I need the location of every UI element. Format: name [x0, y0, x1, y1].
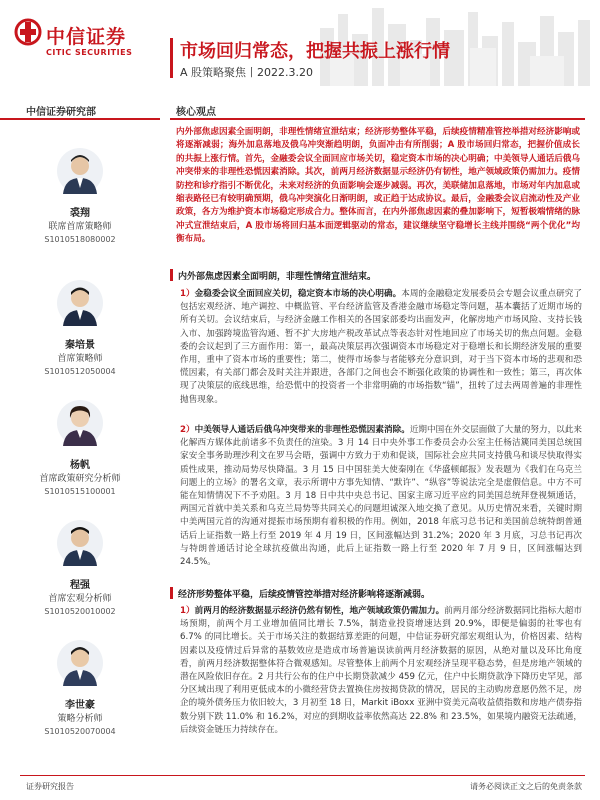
analyst-card	[0, 148, 160, 244]
analyst-license-id: S1010518080002	[44, 235, 116, 244]
analyst-card	[0, 520, 160, 616]
analyst-card	[0, 280, 160, 376]
footer-disclaimer: 请务必阅读正文之后的免责条款	[470, 782, 582, 791]
section-marker	[170, 587, 173, 599]
body-paragraph	[180, 424, 582, 569]
key-points-heading-text: 核心观点	[176, 107, 216, 118]
analyst-photo	[57, 280, 103, 326]
report-subtitle: A 股策略聚焦丨2022.3.20	[180, 66, 314, 79]
paragraph-lead: 金稳委会议全面回应关切，稳定资本市场的决心明确。	[194, 289, 402, 299]
analyst-license-id: S1010520070004	[44, 727, 116, 736]
title-accent-bar	[170, 38, 173, 78]
analyst-name: 杨帆	[70, 460, 90, 471]
citic-logo-icon	[14, 18, 42, 58]
paragraph-text: 前两月部分经济数据同比指标大超市场预期，前两个月工业增加值同比增长 7.5%，制造业投资增速达到 20.9%，即便是偏弱的社零也有 6.7% 的同比增长。关于市场关注的数据结算差距的问题，中信证券研究部宏观组认为，价格因素、结构因素以及疫情过后异常的基数效应是造成市场普遍误读前两月经济数据的原因，从绝对量以及环比角度看，前两月经济数据整体符合微观感知。尽管整体上前两个月宏观经济呈现平稳态势，但是房地产领域的潜在风险依旧存在。2 月共行公布的住户中长期贷款减少 459 亿元，住户中长期贷款净下降历史罕见，部分区域出现了利用更低成本的小微经营贷去置换住房按揭贷款的情况，居民的主动购房意愿仍然不足，房企的境外债务压力依旧较大，3 月初至 18 日，Markit iBoxx 亚洲中资美元高收益债指数和房地产债券指数分别下跌 11.0% 和 16.2%，对应的到期收益率依然高达 22.8% 和 23.5%，如果境内融资无法疏通，后续资金链压力持续存在。	[180, 606, 582, 735]
analyst-role: 策略分析师	[57, 714, 103, 724]
analyst-name: 秦培景	[65, 340, 95, 351]
analyst-card	[0, 640, 160, 736]
section-heading-text: 内外部焦虑因素全面明朗，非理性情绪宣泄结束。	[178, 272, 377, 282]
paragraph-number: 2）	[180, 425, 195, 435]
report-header	[0, 0, 600, 86]
analyst-photo	[57, 520, 103, 566]
section-heading	[170, 585, 585, 601]
section-marker	[170, 269, 173, 281]
citic-logo	[14, 18, 164, 78]
analyst-name: 裘翔	[70, 208, 90, 219]
sidebar-heading-text: 中信证券研究部	[26, 107, 96, 118]
report-title: 市场回归常态，把握共振上涨行情	[180, 41, 450, 62]
analyst-name: 李世豪	[65, 700, 95, 711]
footer-report-type: 证券研究报告	[26, 782, 74, 791]
sidebar-heading	[0, 100, 160, 120]
analyst-license-id: S1010512050004	[44, 367, 116, 376]
logo-text-cn: 中信证券	[46, 26, 127, 48]
paragraph-number: 1）	[180, 289, 195, 299]
main-content	[170, 100, 585, 770]
analyst-license-id: S1010515100001	[44, 487, 116, 496]
paragraph-lead: 前两月的经济数据显示经济仍然有韧性，地产领域政策仍需加力。	[194, 606, 445, 616]
analyst-role: 首席宏观分析师	[48, 594, 112, 604]
analyst-sidebar	[0, 100, 160, 770]
section-heading-text: 经济形势整体平稳，后续疫情管控举措对经济影响将逐渐减弱。	[178, 590, 431, 600]
analyst-role: 首席策略师	[57, 354, 103, 364]
analyst-role: 联席首席策略师	[48, 222, 112, 232]
body-paragraph	[180, 605, 582, 737]
analyst-card	[0, 400, 160, 496]
key-points-summary: 内外部焦虑因素全面明朗，非理性情绪宣泄结束；经济形势整体平稳，后续疫情精准管控举措对经济影响或将逐渐减弱；海外加息落地及俄乌冲突渐趋明朗，负面冲击有所削弱；A 股市场回归常态，把握价值成长的共振上涨行情。首先，金融委会议全面回应市场关切，稳定资本市场的决心明确；中美领导人通话后俄乌冲突带来的非理性恐慌因素消除。其次，前两月经济数据显示经济仍有韧性，地产领域政策仍需加力。疫情防控和诊疗指引不断优化，未来对经济的负面影响会逐步减弱。再次，美联储加息落地，市场对年内加息或缩表路径已有较明确预期，俄乌冲突演化日渐明朗，或正趋于达成协议。最后，金融委会议启流动性及产业政策，各方为维护资本市场稳定形成合力。整体而言，在内外部焦虑因素的叠加影响下，短暂极端情绪的脉冲式宣泄结束后，A 股市场将回归基本面逻辑驱动的常态，建议继续坚守稳增长主线并围绕“两个优化”均衡布局。	[176, 127, 580, 245]
analyst-name: 程强	[70, 580, 90, 591]
analyst-photo	[57, 400, 103, 446]
footer-divider	[20, 775, 585, 776]
section-heading	[170, 267, 585, 283]
analyst-license-id: S1010520010002	[44, 607, 116, 616]
paragraph-text: 近期中国在外交层面做了大量的努力，以此来化解西方媒体此前诸多不负责任的渲染。3 月 14 日中央外事工作委员会办公室主任杨洁篪同美国总统国家安全事务助理沙利文在罗马会晤，强调中方致力于劝和促谈，国际社会应共同支持俄乌和谈尽快取得实质性成果，推动局势尽快降温。3 月 15 日中国驻美大使秦刚在《华盛顿邮报》发表题为《我们在乌克兰问题上的立场》的署名文章，表示所谓中方事先知情、“默许”、“纵容”等说法完全是虚假信息。中方不可能在知情情况下不予劝阻。3 月 18 日中共中央总书记、国家主席习近平应约同美国总统拜登视频通话，两国元首就中美关系和乌克兰局势等共同关心的问题坦诚深入地交换了意见。从历史情况来看，关键时期中美两国元首的沟通对提振市场预期有着积极的作用。例如，2018 年底习总书记和美国前总统特朗普通话后上证指数一路上行至 2019 年 4 月 19 日，区间涨幅达到 31.2%；2020 年 3 月底，习总书记再次与特朗普通话讨论全球抗疫做出沟通，此后上证指数一路上行至 2020 年 7 月 9 日，区间涨幅达到 24.5%。	[180, 425, 582, 568]
analyst-role: 首席政策研究分析师	[39, 474, 121, 484]
analyst-photo	[57, 148, 103, 194]
paragraph-lead: 中美领导人通话后俄乌冲突带来的非理性恐慌因素消除。	[194, 425, 410, 435]
analyst-photo	[57, 640, 103, 686]
logo-text-en: CITIC SECURITIES	[46, 48, 133, 57]
key-points-heading	[170, 100, 585, 120]
paragraph-text: 本周的金融稳定发展委员会专题会议重点研究了包括宏观经济、地产调控、中概监管、平台经济监管及香港金融市场稳定等问题，基本囊括了近期市场的所有关切。会议结束后，与经济金融工作相关的各国家部委均出面发声，化解房地产市场风险、支持长钱入市、加强跨境监管沟通、暂不扩大房地产税改革试点等表态针对性地回应了市场关切的焦点问题。金稳委的会议起到了三方面作用：第一，最高决策层再次强调资本市场稳定对于稳增长和长期经济发展的重要作用，重申了资本市场的重要性；第二，使得市场参与者能够充分意识到，对于当下资本市场的悲观和恐慌因素，有关部门都会及时关注并跟进，各部门之间也会不断强化政策的协调性和一致性；第三，再次体现了决策层的底线思维，给恐慌中的投资者一个非常明确的市场指数“锚”，扭转了过去两周普遍的非理性抛售现象。	[180, 289, 582, 405]
paragraph-number: 1）	[180, 606, 195, 616]
body-paragraph	[180, 288, 582, 407]
